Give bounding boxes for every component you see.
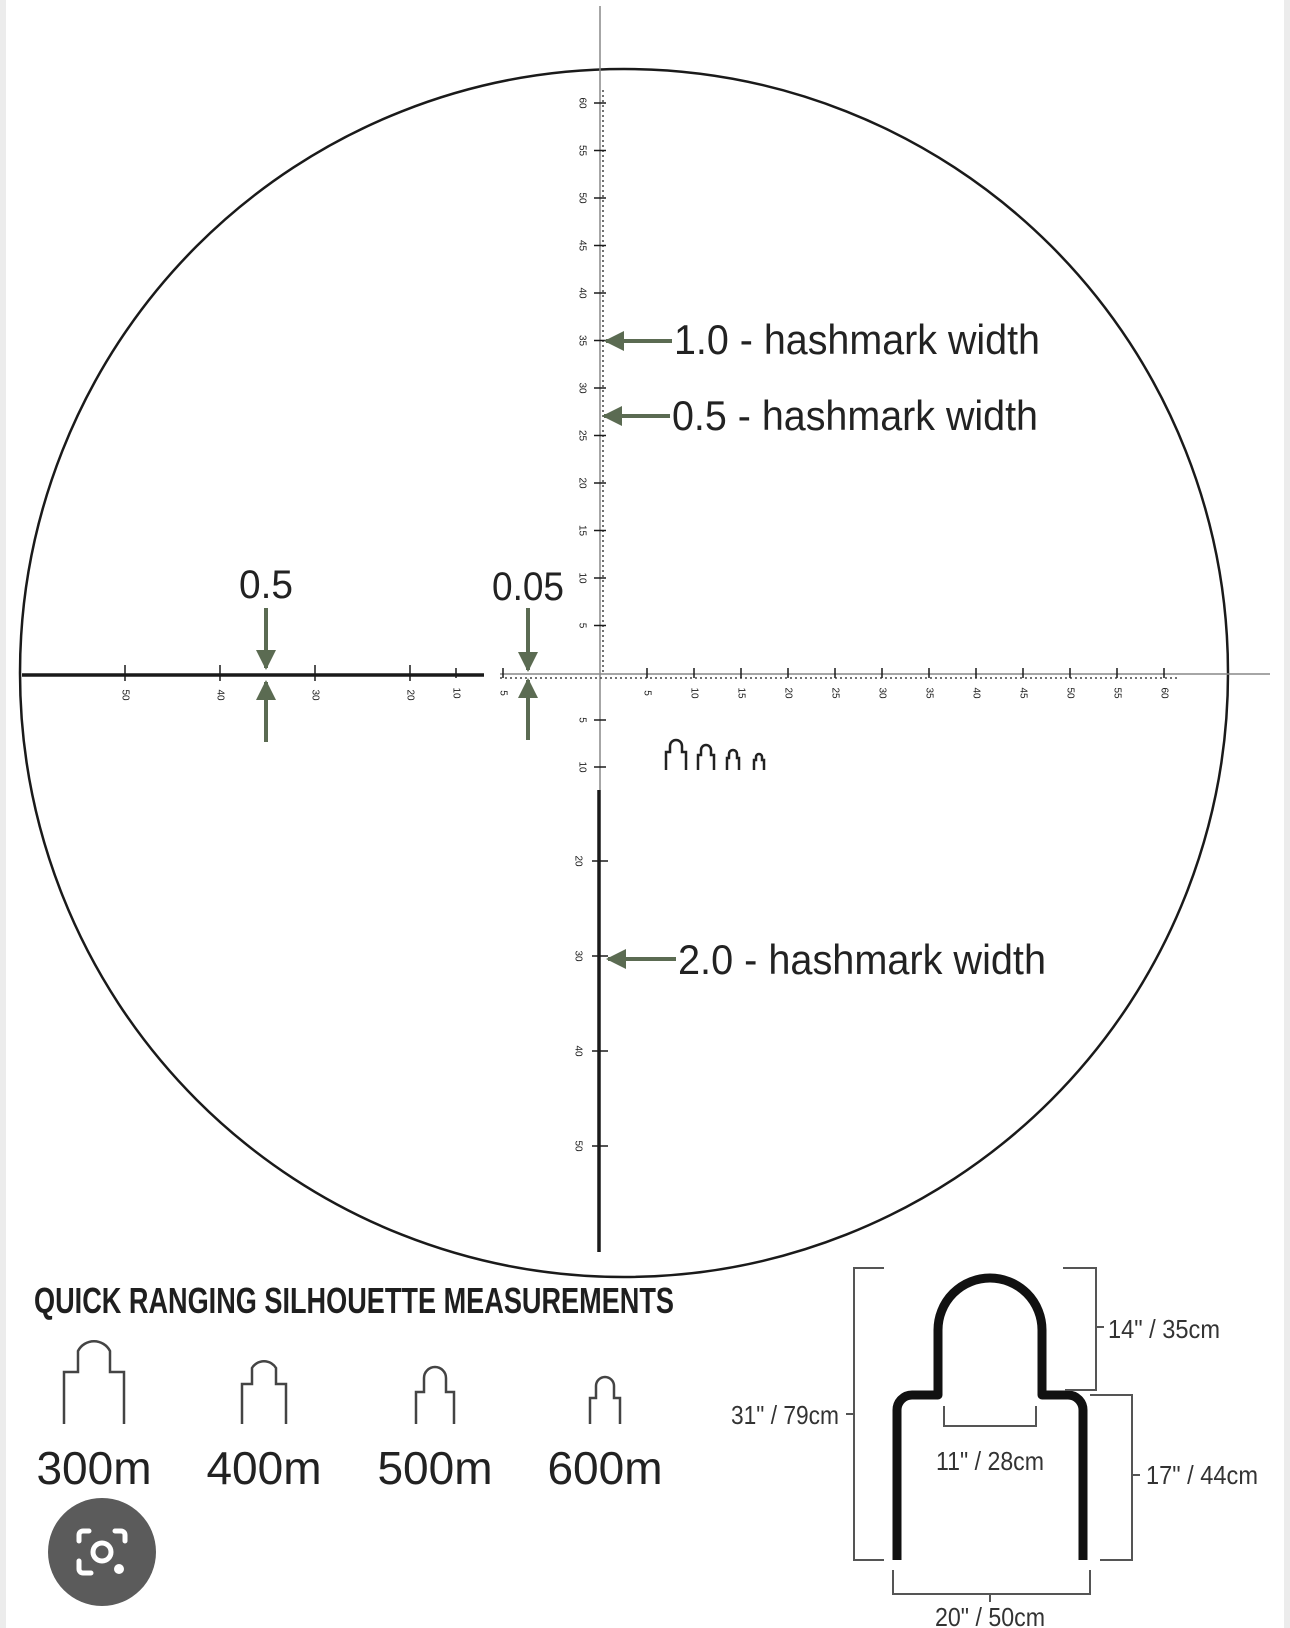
svg-text:5: 5 <box>641 690 653 696</box>
silhouette-row <box>64 1341 620 1424</box>
svg-text:15: 15 <box>576 524 588 537</box>
svg-text:30: 30 <box>309 689 321 701</box>
svg-text:50: 50 <box>572 1140 584 1152</box>
left-far-tick-20 <box>404 665 415 701</box>
svg-text:25: 25 <box>576 429 588 442</box>
left-tick-group <box>119 665 508 701</box>
svg-text:10: 10 <box>688 687 700 699</box>
svg-text:40: 40 <box>576 287 588 299</box>
right-tick-35 <box>923 668 934 699</box>
right-tick-10 <box>688 668 699 699</box>
reticle-mini-silhouette-600 <box>754 754 764 770</box>
width-05-label: 0.5 <box>239 563 293 607</box>
bottom-near-tick-5 <box>576 717 606 723</box>
bottom-far-tick-20 <box>572 855 608 867</box>
top-tick-35 <box>576 335 606 347</box>
head-width-bracket <box>944 1406 1036 1426</box>
bottom-near-tick-10 <box>576 761 606 773</box>
svg-text:45: 45 <box>1017 687 1029 699</box>
top-tick-30 <box>576 382 606 394</box>
top-tick-15 <box>576 525 606 537</box>
silhouette-400-icon <box>242 1361 286 1424</box>
svg-text:25: 25 <box>829 687 841 699</box>
silhouette-300-label: 300m <box>36 1442 152 1494</box>
svg-text:45: 45 <box>576 239 588 252</box>
reticle-outer-circle <box>20 69 1228 1277</box>
head-width-label: 11" / 28cm <box>936 1446 1044 1476</box>
lens-search-icon <box>73 1525 131 1579</box>
total-height-bracket <box>854 1268 884 1560</box>
svg-text:50: 50 <box>1064 687 1076 699</box>
silhouette-600-label: 600m <box>547 1442 663 1494</box>
right-tick-50 <box>1064 668 1075 699</box>
svg-text:15: 15 <box>735 687 747 699</box>
bottom-far-tick-50 <box>572 1140 608 1152</box>
top-tick-10 <box>576 572 606 584</box>
right-tick-15 <box>735 668 746 699</box>
silhouette-300-icon <box>64 1341 124 1424</box>
svg-text:20: 20 <box>782 687 794 699</box>
top-tick-20 <box>576 477 606 489</box>
torso-height-label: 17" / 44cm <box>1146 1460 1258 1490</box>
right-tick-45 <box>1017 668 1028 699</box>
top-tick-group <box>576 97 606 628</box>
lens-search-button[interactable] <box>48 1498 156 1606</box>
right-tick-60 <box>1158 668 1169 699</box>
top-tick-50 <box>576 192 606 204</box>
svg-text:60: 60 <box>1158 687 1170 699</box>
left-near-tick-10 <box>450 668 461 699</box>
svg-text:55: 55 <box>576 144 588 157</box>
svg-text:10: 10 <box>450 687 462 699</box>
silhouette-600-icon <box>590 1377 620 1424</box>
left-near-tick-5 <box>497 668 508 696</box>
right-tick-25 <box>829 668 840 699</box>
width-005-label: 0.05 <box>492 565 564 609</box>
svg-text:35: 35 <box>576 334 588 347</box>
head-height-bracket <box>1063 1268 1096 1390</box>
svg-text:10: 10 <box>576 761 588 773</box>
svg-text:30: 30 <box>876 687 888 699</box>
top-tick-60 <box>576 97 606 109</box>
silhouette-heading: QUICK RANGING SILHOUETTE MEASUREMENTS <box>34 1280 674 1321</box>
svg-text:40: 40 <box>214 689 226 701</box>
svg-text:60: 60 <box>576 97 588 109</box>
svg-text:20: 20 <box>576 477 588 489</box>
left-far-tick-50 <box>119 665 130 701</box>
torso-height-bracket <box>1090 1395 1132 1560</box>
right-tick-5 <box>641 668 652 696</box>
reticle-mini-silhouette-500 <box>727 750 739 770</box>
top-tick-5 <box>576 623 606 629</box>
reticle-mini-silhouettes <box>666 740 764 770</box>
right-tick-30 <box>876 668 887 699</box>
torso-width-label: 20" / 50cm <box>935 1602 1045 1628</box>
svg-text:10: 10 <box>576 572 588 584</box>
left-far-tick-30 <box>309 665 320 701</box>
right-tick-55 <box>1111 668 1122 699</box>
total-height-label: 31" / 79cm <box>731 1400 839 1430</box>
right-tick-20 <box>782 668 793 699</box>
hash-2-label: 2.0 - hashmark width <box>678 936 1046 983</box>
svg-text:5: 5 <box>497 690 509 696</box>
torso-width-bracket <box>893 1570 1090 1594</box>
top-tick-45 <box>576 240 606 252</box>
top-tick-40 <box>576 287 606 299</box>
head-height-label: 14" / 35cm <box>1108 1314 1220 1344</box>
svg-text:40: 40 <box>572 1045 584 1057</box>
svg-text:20: 20 <box>404 689 416 701</box>
svg-text:50: 50 <box>576 192 588 204</box>
reticle-mini-silhouette-300 <box>666 740 686 770</box>
silhouette-500-label: 500m <box>377 1442 493 1494</box>
hash-1-label: 1.0 - hashmark width <box>674 316 1040 363</box>
right-tick-40 <box>970 668 981 699</box>
hash-05-label: 0.5 - hashmark width <box>672 392 1038 439</box>
svg-text:30: 30 <box>572 950 584 962</box>
svg-text:20: 20 <box>572 855 584 867</box>
svg-text:55: 55 <box>1111 687 1123 699</box>
right-tick-group <box>641 668 1169 699</box>
left-far-tick-40 <box>214 665 225 701</box>
svg-text:50: 50 <box>119 689 131 701</box>
top-tick-25 <box>576 430 606 442</box>
bottom-far-tick-40 <box>572 1045 608 1057</box>
silhouette-500-icon <box>416 1367 454 1424</box>
svg-text:40: 40 <box>970 687 982 699</box>
dimension-brackets <box>846 1268 1140 1602</box>
reticle-mini-silhouette-400 <box>698 745 714 770</box>
silhouette-400-label: 400m <box>206 1442 322 1494</box>
bottom-tick-group <box>572 717 608 1152</box>
svg-text:5: 5 <box>576 622 588 629</box>
svg-text:5: 5 <box>576 717 588 723</box>
bottom-far-tick-30 <box>572 950 608 962</box>
svg-text:35: 35 <box>923 687 935 699</box>
top-tick-55 <box>576 145 606 157</box>
dimension-silhouette <box>897 1278 1083 1560</box>
svg-text:30: 30 <box>576 382 588 394</box>
